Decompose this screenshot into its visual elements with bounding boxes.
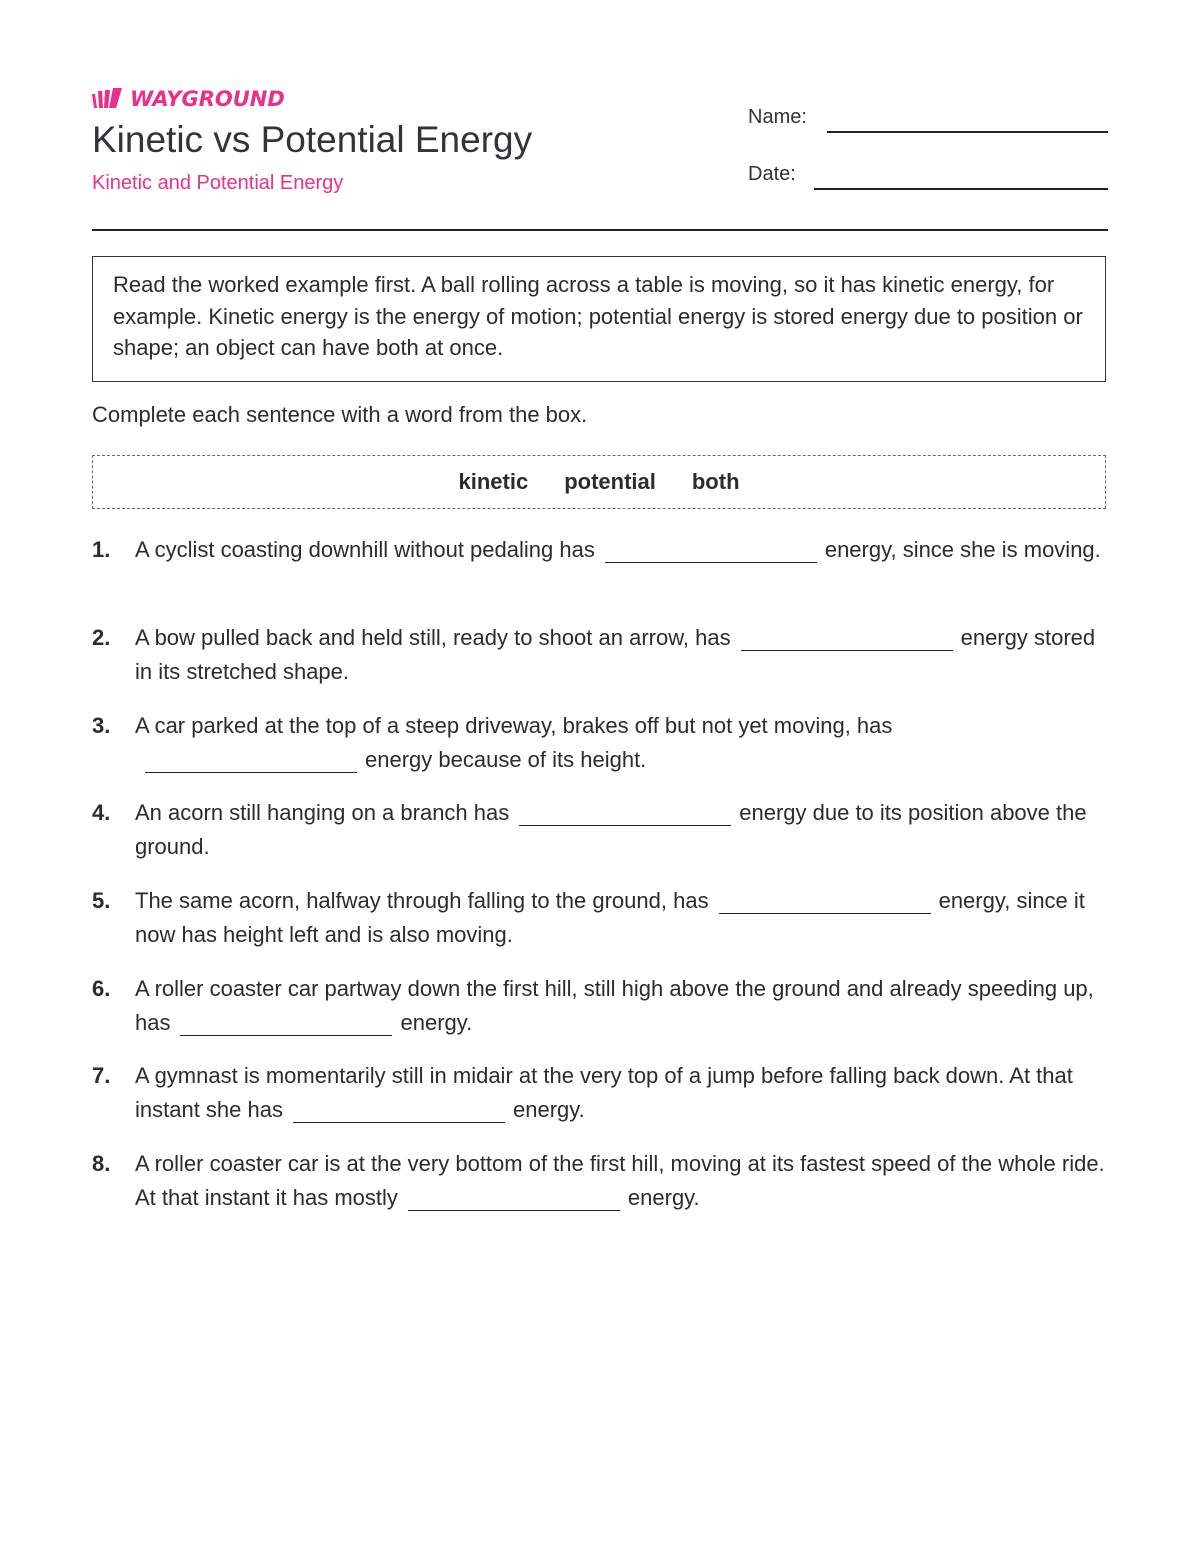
answer-blank[interactable] — [719, 887, 931, 914]
answer-blank[interactable] — [145, 746, 357, 773]
question-text-before: A roller coaster car partway down the first hill, still high above the ground and already speeding up, has — [135, 976, 1094, 1035]
question-text-before: The same acorn, halfway through falling to the ground, has — [135, 888, 709, 913]
name-label: Name: — [748, 106, 807, 128]
question-text-before: A car parked at the top of a steep driveway, brakes off but not yet moving, has — [135, 713, 893, 738]
question-3 — [92, 709, 1108, 777]
question-text-after: energy stored in its stretched shape. — [135, 625, 1096, 684]
question-number: 7. — [92, 1063, 111, 1088]
page-subtitle: Kinetic and Potential Energy — [92, 172, 344, 194]
answer-blank[interactable] — [180, 1009, 392, 1036]
question-text-before: A gymnast is momentarily still in midair at the very top of a jump before falling back down. At that instant she has — [135, 1063, 1073, 1122]
answer-blank[interactable] — [293, 1096, 505, 1123]
question-number: 2. — [92, 625, 111, 650]
question-4 — [92, 796, 1108, 864]
word-bank-item: kinetic — [458, 469, 529, 494]
word-bank — [92, 455, 1106, 509]
answer-blank[interactable] — [741, 624, 953, 651]
name-field[interactable] — [827, 131, 1108, 133]
question-5 — [92, 884, 1108, 952]
brand-logo — [92, 86, 285, 112]
question-8 — [92, 1147, 1108, 1215]
instruction-text: Complete each sentence with a word from the box. — [92, 402, 588, 427]
header-divider — [92, 229, 1108, 231]
question-text-after: energy, since it now has height left and is also moving. — [135, 888, 1085, 947]
date-field[interactable] — [814, 188, 1108, 190]
question-number: 6. — [92, 976, 111, 1001]
brand-name: WAYGROUND — [130, 87, 285, 111]
question-text-after: energy. — [400, 1010, 473, 1035]
question-text-after: energy. — [512, 1097, 585, 1122]
question-text-before: A roller coaster car is at the very bottom of the first hill, moving at its fastest speed of the whole ride. At that instant it has mostly — [135, 1151, 1105, 1210]
question-number: 8. — [92, 1151, 111, 1176]
question-6 — [92, 972, 1108, 1040]
wayground-logo-icon — [92, 88, 126, 110]
question-7 — [92, 1059, 1108, 1127]
question-text-after: energy due to its position above the ground. — [135, 800, 1087, 859]
question-text-after: energy because of its height. — [365, 747, 647, 772]
question-text-after: energy, since she is moving. — [824, 537, 1101, 562]
question-text-before: An acorn still hanging on a branch has — [135, 800, 510, 825]
answer-blank[interactable] — [605, 536, 817, 563]
question-text-before: A bow pulled back and held still, ready to shoot an arrow, has — [135, 625, 731, 650]
question-1 — [92, 533, 1108, 567]
worked-example-box — [92, 256, 1106, 382]
question-number: 5. — [92, 888, 111, 913]
question-text-before: A cyclist coasting downhill without pedaling has — [135, 537, 595, 562]
question-number: 3. — [92, 713, 111, 738]
date-label: Date: — [748, 163, 796, 185]
answer-blank[interactable] — [519, 799, 731, 826]
question-number: 1. — [92, 537, 111, 562]
page-title: Kinetic vs Potential Energy — [92, 119, 533, 160]
worked-example-text: Read the worked example first. A ball rolling across a table is moving, so it has kinetic energy, for example. Kinetic energy is the energy of motion; potential energy is stored energy due to position or shape; an object can have both at once. — [113, 272, 1083, 360]
question-number: 4. — [92, 800, 111, 825]
word-bank-item: potential — [564, 469, 656, 494]
word-bank-item: both — [691, 469, 740, 494]
answer-blank[interactable] — [408, 1184, 620, 1211]
question-text-after: energy. — [627, 1185, 700, 1210]
question-2 — [92, 621, 1108, 689]
